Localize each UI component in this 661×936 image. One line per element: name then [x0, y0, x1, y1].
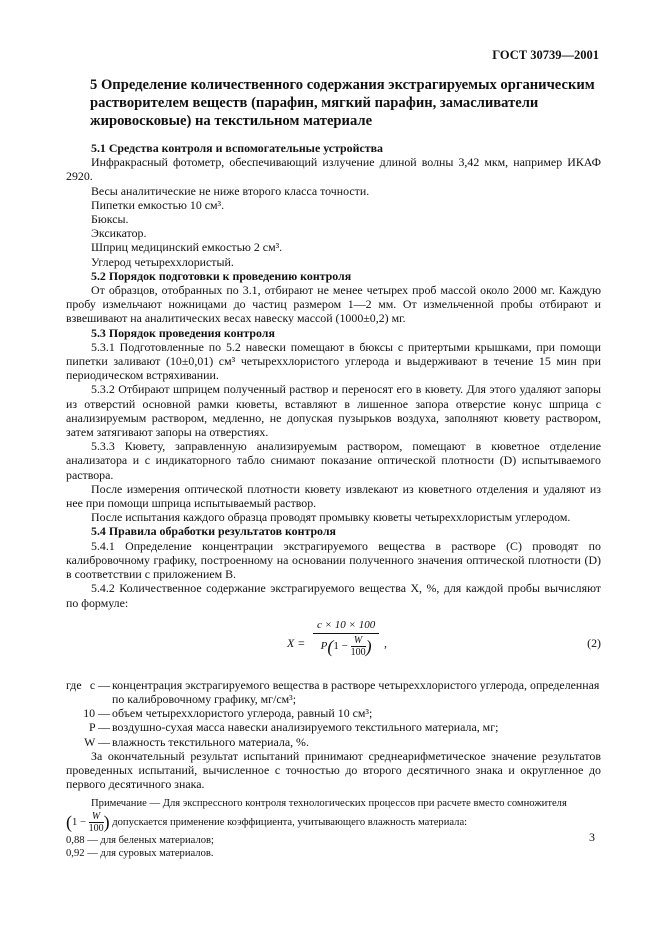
fraction-bar [313, 633, 379, 634]
formula-fraction [313, 618, 379, 658]
note-paren-open: ( [66, 811, 72, 832]
w-fraction [351, 635, 366, 658]
note-one-minus: 1 − [72, 816, 86, 828]
equation-number: (2) [587, 635, 601, 650]
paragraph: 5.3.2 Отбирают шприцем полученный раствор и переносят его в кювету. Для этого удаляют запоры из отверстий основной рамки кюветы, вставляют в лишенное запора отверстие конус шприца с анализируемым раствором, медленно, не допуская пузырьков воздуха, заполняют кювету раствором, затем затягивают запоры на отверстиях. [66, 382, 601, 440]
formula-p: P [320, 639, 328, 652]
w-numerator: W [353, 634, 363, 646]
note-text [66, 797, 601, 811]
equipment-item: Инфракрасный фотометр, обеспечивающий излучение длиной волны 3,42 мкм, например ИКАФ 2920. [66, 155, 601, 184]
heading-5-1: 5.1 Средства контроля и вспомогательные устройства [91, 141, 383, 155]
note-item: 0,88 — для беленых материалов; [66, 834, 214, 846]
paren-open: ( [327, 636, 334, 657]
equipment-item: Весы аналитические не ниже второго класса точности. [91, 183, 370, 198]
definition-row [66, 735, 601, 749]
equipment-item: Бюксы. [91, 212, 129, 227]
definition-text: воздушно-сухая масса навески анализируемого текстильного материала, мг; [112, 720, 499, 735]
definition-symbol: W — [84, 734, 110, 749]
section-title: 5 Определение количественного содержания экстрагируемых органическим растворителем веществ (парафин, мягкий парафин, замасливатели жировосковые) на текстильном материале [90, 77, 595, 129]
where-label: где [66, 677, 82, 692]
equipment-item: Шприц медицинский емкостью 2 см³. [91, 240, 283, 255]
heading-5-2: 5.2 Порядок подготовки к проведению контроля [91, 268, 352, 283]
variable-definitions [66, 678, 601, 749]
paragraph: 5.3.3 Кювету, заправленную анализируемым раствором, помещают в кюветное отделение анализатора и с индикаторного табло снимают показание оптической плотности (D) испытываемого раствора. [66, 439, 601, 482]
definition-text: концентрация экстрагируемого вещества в растворе четыреххлористого углерода, определенная по калибровочному графику, мг/см³; [112, 677, 600, 706]
formula-denominator [313, 635, 379, 658]
note-cont: допускается применение коэффициента, учитывающего влажность материала: [112, 816, 468, 828]
final-result-paragraph: За окончательный результат испытаний принимают среднеарифметическое значение результатов проведенных испытаний, вычисленное с точностью до второго десятичного знака и округленное до первого десятичного знака. [66, 748, 601, 792]
definition-text: влажность текстильного материала, %. [112, 734, 309, 749]
formula-one-minus: 1 − [333, 639, 348, 652]
paragraph: 5.4.1 Определение концентрации экстрагируемого вещества в растворе (С) проводят по калибровочному графику, построенному на основании полученного значения оптической плотности (D) в соответствии с приложением В. [66, 538, 601, 582]
note-lead: Примечание — Для экспрессного контроля технологических процессов при расчете вместо сомножителя [91, 798, 567, 810]
standard-header: ГОСТ 30739—2001 [492, 48, 599, 62]
note-item: 0,92 — для суровых материалов. [66, 848, 214, 860]
equipment-item: Пипетки емкостью 10 см³. [91, 197, 225, 212]
formula-comma: , [384, 635, 387, 650]
equipment-item: Эксикатор. [91, 226, 147, 241]
page-number: 3 [589, 830, 595, 844]
definition-row [66, 678, 601, 706]
note-continuation [66, 811, 601, 834]
definition-symbol: c — [89, 677, 110, 692]
note [66, 797, 601, 861]
paragraph: После измерения оптической плотности кювету извлекают из кюветного отделения и удаляют из нее при помощи шприца испытываемый раствор. [66, 481, 601, 511]
paragraph: После испытания каждого образца проводят промывку кюветы четыреххлористым углеродом. [91, 510, 571, 525]
heading-5-3: 5.3 Порядок проведения контроля [91, 325, 275, 340]
heading-5-4: 5.4 Правила обработки результатов контроля [91, 524, 336, 539]
definition-row [66, 706, 601, 720]
formula-numerator: c × 10 × 100 [317, 618, 376, 631]
note-w-denominator: 100 [88, 822, 104, 834]
paragraph: 5.3.1 Подготовленные по 5.2 навески помещают в бюксы с притертыми крышками, при помощи пипетки заливают (10±0,01) см³ четыреххлористого углерода и выдерживают в течение 15 мин при периодическом встряхивании. [66, 339, 601, 383]
formula-lhs: X = [287, 635, 306, 650]
note-w-numerator: W [91, 810, 101, 822]
equipment-item: Углерод четыреххлористый. [91, 254, 234, 269]
paragraph: 5.4.2 Количественное содержание экстрагируемого вещества X, %, для каждой пробы вычисляют по формуле: [66, 581, 601, 610]
formula-2 [66, 618, 601, 672]
note-w-fraction [89, 811, 104, 834]
definition-row [66, 720, 601, 734]
definition-text: объем четыреххлористого углерода, равный 10 см³; [112, 706, 373, 721]
definition-symbol: P — [88, 720, 110, 735]
note-paren-close: ) [103, 811, 110, 832]
definition-symbol: 10 — [83, 706, 110, 721]
paren-close: ) [365, 636, 372, 657]
w-denominator: 100 [350, 646, 366, 658]
paragraph: От образцов, отобранных по 3.1, отбирают не менее четырех проб массой около 2000 мг. Каждую пробу измельчают ножницами до частиц размером 1—2 мм. От измельченной пробы отбирают и взвешивают на аналитических весах навеску массой (1000±0,2) мг. [66, 283, 601, 326]
document-body [66, 141, 601, 861]
